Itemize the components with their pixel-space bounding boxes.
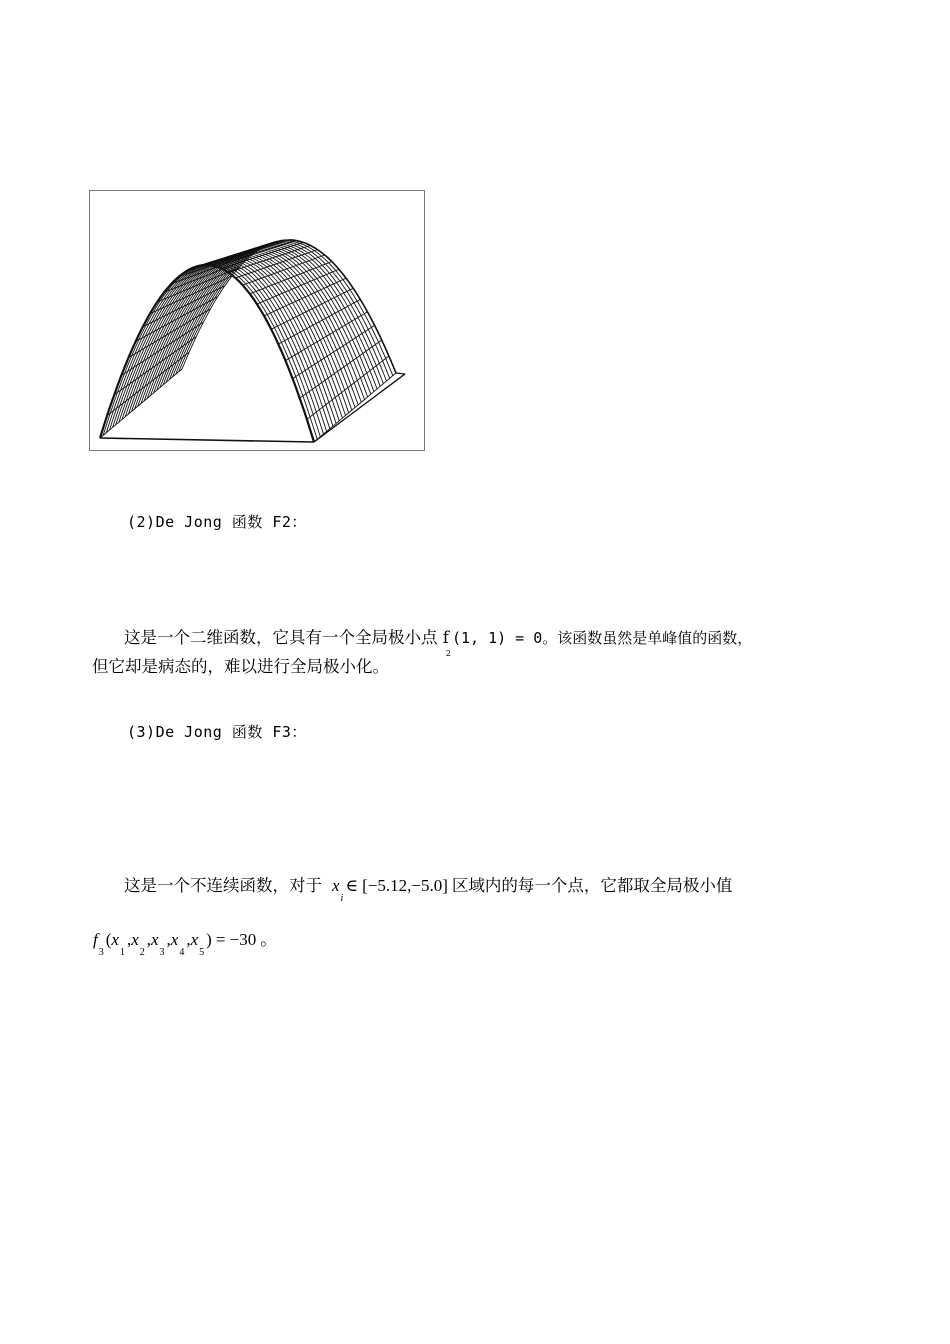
paragraph-f2-description (92, 625, 862, 680)
var-x-i (332, 876, 345, 904)
surface-mesh-drawing (90, 191, 426, 452)
paragraph-f2-line-1 (92, 625, 862, 658)
formula-x1: x (111, 930, 119, 949)
heading-dejong-f3: (3)De Jong 函数 F3： (127, 723, 307, 741)
formula-close-paren: ) (206, 930, 212, 949)
formula-comma-2: , (146, 930, 151, 949)
formula-f: f (93, 930, 98, 949)
formula-x2-subscript: 2 (139, 947, 145, 958)
f2-text-after-mono (452, 629, 752, 647)
surface-back-edge (396, 373, 405, 374)
heading-dejong-f2: (2)De Jong 函数 F2： (127, 513, 307, 531)
paragraph-f3-description (92, 873, 862, 902)
var-i-subscript: i (340, 893, 344, 904)
formula-comma-3: , (166, 930, 171, 949)
formula-x4-subscript: 4 (179, 947, 185, 958)
surface-mesh-arc (106, 263, 320, 437)
formula-x3-subscript: 3 (159, 947, 165, 958)
surface-mesh-cross (179, 249, 261, 277)
formula-comma-1: , (126, 930, 132, 949)
formula-f3-minimum (93, 925, 278, 958)
f2-subscript: 2 (445, 649, 451, 658)
surface-base-right (314, 374, 405, 442)
interval-expression: ∈ [−5.12,−5.0] (345, 876, 448, 895)
formula-x5-subscript: 5 (199, 947, 205, 958)
f2-text-before: 这是一个二维函数，它具有一个全局极小点 f (124, 628, 449, 647)
f3-text-after: 区域内的每一个点，它都取全局极小值 (451, 876, 733, 895)
formula-x2: x (131, 930, 139, 949)
surface-base-front (100, 438, 314, 442)
paragraph-f3-line-1 (92, 873, 862, 902)
formula-comma-4: , (186, 930, 191, 949)
formula-x5: x (190, 930, 199, 949)
formula-f-subscript: 3 (98, 947, 104, 958)
formula-period: 。 (260, 930, 278, 949)
var-x: x (332, 876, 340, 895)
f2-text-after: (1, 1) = 0。该函数虽然是单峰值的函数， (451, 629, 753, 647)
formula-x3: x (151, 930, 159, 949)
paragraph-f2-line-2: 但它却是病态的，难以进行全局极小化。 (92, 657, 389, 676)
formula-x1-subscript: 1 (119, 947, 125, 958)
surface-mesh-arc (100, 265, 314, 442)
formula-open-paren: ( (105, 930, 112, 949)
surface-plot-figure (89, 190, 425, 451)
formula-equals-value: = −30 (215, 930, 257, 949)
f3-text-before: 这是一个不连续函数，对于 (124, 876, 322, 895)
formula-x4: x (170, 930, 179, 949)
surface-mesh-arc (103, 264, 317, 439)
